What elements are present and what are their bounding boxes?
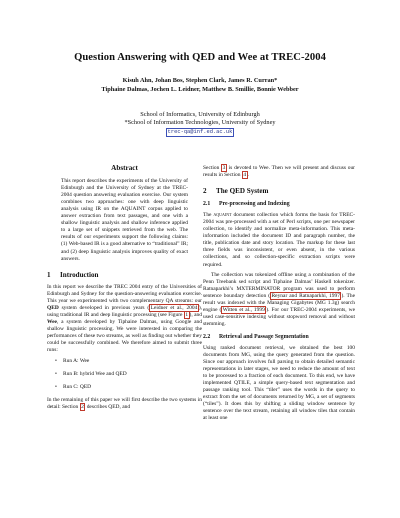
section-3-link[interactable]: 3 [222, 165, 226, 171]
subsection-2-1-heading [203, 201, 355, 208]
section-2-heading [203, 188, 355, 195]
intro-continuation: Section 3 is devoted to Wee. Then we will present and discuss our results in Section 4 . [203, 165, 355, 179]
abstract-heading: Abstract [111, 164, 138, 172]
retrieval-paragraph: Using ranked document retrieval, we obtained the best 100 documents from MG, using the query generated from the question. Since our approach involves full parsing to obtain detailed semantic representations in later stages, we need to reduce the amount of text to be processed to a fraction of each document. To this end, we have implemented QTILE, a simple query-based text segmentation and passage ranking tool. This “tiler” uses the words in the query to extract from the set of documents returned by MG, a set of segments (“tiles”). It does this by shifting a sliding window sentence by sentence over the text stream, retaining all window tiles that contain at least one [203, 344, 355, 422]
affiliations [0, 111, 400, 137]
subsection-number: 2.1 [203, 201, 211, 208]
affiliation-sydney: *School of Information Technologies, University of Sydney [124, 119, 276, 127]
citation-link-leidner[interactable]: Leidner et al., 2004 [150, 304, 198, 311]
section-2-link[interactable]: 2 [81, 404, 84, 411]
section-4-link[interactable]: 4 [243, 172, 247, 179]
list-item: • Run B: hybrid Wee and QED [55, 371, 127, 378]
author-list [0, 77, 400, 95]
authors-line-1: Kisuh Ahn, Johan Bos, Stephen Clark, James R. Curran* [122, 77, 278, 84]
intro-paragraph-1: In this report we describe the TREC 2004 entry of the Universities of Edinburgh and Sydney for the question-answering evaluation exercise. This year we experimented with two complementary QA streams: our QED system developed in previous years ( Leidner et al., 2004 ), using traditional IR and deep linguistic processing (see Figure 1 ), and Wee, a system developed by Tiphaine Dalmas, using Google and shallow linguistic processing. We were interested in comparing the performances of these two streams, as well as finding out whether they could be successfully combined. We therefore aimed to submit three runs: [47, 283, 202, 354]
wee-name: Wee [47, 318, 57, 325]
preprocessing-paragraph-1: The aquaint document collection which forms the basis for TREC-2004 was pre-processed with a set of Perl scripts, one per newspaper collection, to identify and normalize meta-information. This meta-information included the document ID and paragraph number, the title, publication date and story location. The markup for these last three fields was inconsistent, or even absent, in the various collections, and so collection-specific extraction scripts were required. [203, 212, 355, 268]
bullet-icon: • [55, 358, 57, 365]
affiliation-edinburgh: School of Informatics, University of Edinburgh [140, 111, 260, 118]
left-column [47, 165, 202, 414]
section-number: 1 [47, 270, 51, 279]
list-item: • Run C: QED [55, 384, 92, 391]
section-number: 2 [203, 187, 207, 196]
qed-name: QED [47, 304, 59, 311]
subsection-number: 2.2 [203, 333, 211, 340]
subsection-title: Pre-processing and Indexing [219, 201, 290, 208]
right-column [203, 165, 355, 426]
intro-paragraph-2: In the remaining of this paper we will first describe the two systems in detail: Section 2 describes QED, and [47, 397, 202, 411]
citation-link-reynar[interactable]: Reynar and Ratnaparkhi, 1997 [271, 292, 340, 299]
subsection-2-2-heading [203, 334, 355, 341]
paper-title: Question Answering with QED and Wee at TREC-2004 [74, 52, 326, 63]
list-item: • Run A: Wee [55, 358, 90, 365]
section-title: The QED System [216, 187, 269, 196]
abstract-text: This report describes the experiments of the University of Edinburgh and the University of Sydney at the TREC-2004 question answering evaluation exercise. Our system combines two approaches: one with deep linguistic analysis using IR on the AQUAINT corpus applied to answer extraction from text passages, and one with a shallow linguistic analysis and shallow inference applied to a large set of snippets retrieved from the web. The results of our experiments support the following claims: (1) Web-based IR is a good alternative to “traditional” IR; and (2) deep linguistic analysis improves quality of exact answers. [61, 178, 188, 262]
preprocessing-paragraph-2: The collection was tokenized offline using a combination of the Penn Treebank sed script and Tiphaine Dalmas’ Haskell tokenizer. Ratnaparkhi’s MXTERMINATOR program was used to perform sentence boundary detection ( Reynar and Ratnaparkhi, 1997 ). The result was indexed with the Managing Gigabytes (MG 1.3g) search engine ( Witten et al., 1999 ). For our TREC-2004 experiments, we used case-sensitive indexing without stopword removal and without stemming. [203, 271, 355, 327]
bullet-icon: • [55, 371, 57, 378]
contact-email-link[interactable]: trec-qa@inf.ed.ac.uk [167, 128, 233, 135]
section-1-heading [47, 272, 202, 279]
runs-list [55, 358, 202, 391]
authors-line-2: Tiphaine Dalmas, Jochen L. Leidner, Matthew B. Smillie, Bonnie Webber [101, 85, 299, 93]
citation-link-witten[interactable]: Witten et al., 1999 [222, 306, 265, 313]
figure-1-link[interactable]: 1 [185, 311, 189, 318]
bullet-icon: • [55, 384, 57, 391]
section-title: Introduction [60, 270, 99, 279]
subsection-title: Retrieval and Passage Segmentation [219, 333, 309, 340]
